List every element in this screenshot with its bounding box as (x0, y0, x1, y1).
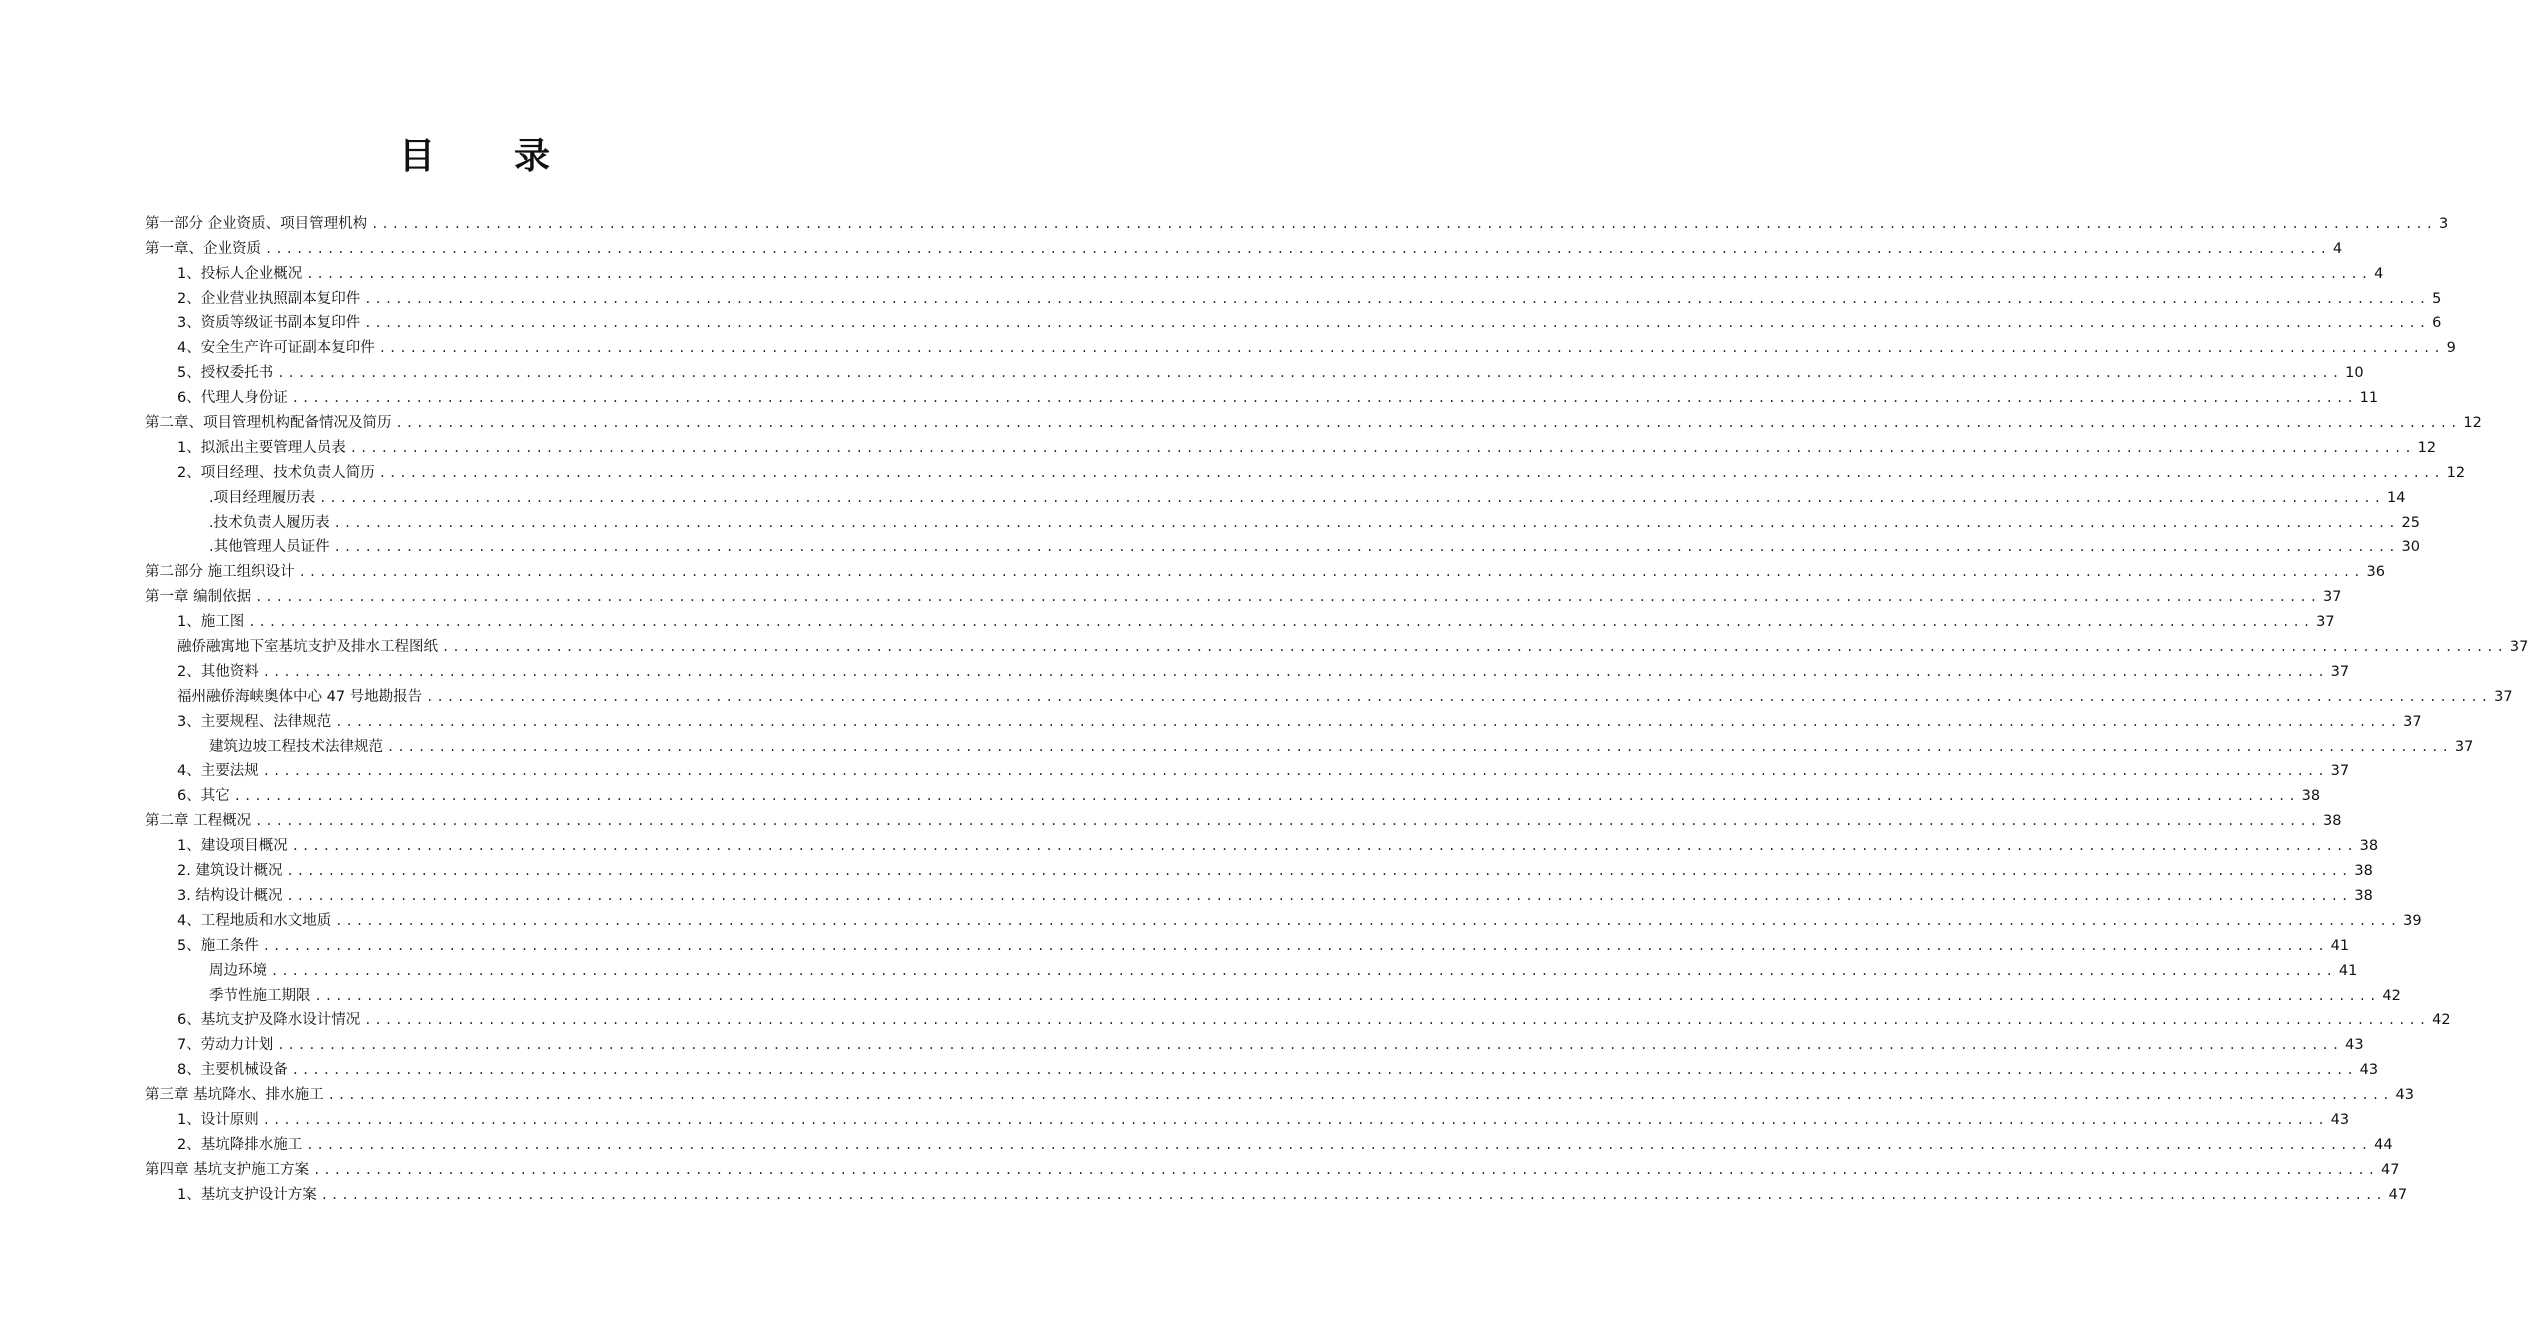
toc-entry-title: 第一章 编制依据 (145, 589, 252, 606)
toc-leader-dots: ........................................................................................................................................................................................................ (262, 764, 2328, 779)
toc-entry-title: 2、项目经理、技术负责人简历 (177, 464, 375, 481)
toc-page-number: 37 (2454, 738, 2474, 755)
toc-leader-dots: ........................................................................................................................................................................................................ (277, 1038, 2343, 1053)
toc-leader-dots: ........................................................................................................................................................................................................ (277, 366, 2343, 381)
toc-entry-title: 1、基坑支护设计方案 (177, 1186, 317, 1203)
toc-entry[interactable] (145, 657, 2350, 682)
toc-leader-dots: ........................................................................................................................................................................................................ (371, 216, 2437, 231)
toc-entry[interactable] (145, 234, 2343, 259)
toc-entry[interactable] (145, 707, 2422, 732)
toc-entry-title: 1、施工图 (177, 614, 245, 631)
toc-entry[interactable] (145, 757, 2350, 782)
toc-entry-title: 6、代理人身份证 (177, 390, 288, 407)
toc-page-number: 5 (2432, 290, 2442, 307)
toc-page-number: 43 (2359, 1062, 2379, 1079)
toc-leader-dots: ........................................................................................................................................................................................................ (262, 664, 2328, 679)
toc-leader-dots: ........................................................................................................................................................................................................ (349, 440, 2415, 455)
toc-leader-dots: ........................................................................................................................................................................................................ (255, 590, 2321, 605)
title-char-2: 录 (514, 136, 552, 177)
toc-entry[interactable] (145, 956, 2358, 981)
toc-leader-dots: ........................................................................................................................................................................................................ (387, 739, 2452, 754)
toc-page-number: 11 (2359, 390, 2379, 407)
toc-entry[interactable] (145, 1180, 2408, 1205)
toc-page-number: 37 (2403, 713, 2422, 730)
toc-entry[interactable] (145, 209, 2449, 234)
toc-leader-dots: ........................................................................................................................................................................................................ (248, 615, 2314, 630)
toc-entry[interactable] (145, 931, 2350, 956)
toc-entry-title: 3. 结构设计概况 (177, 887, 283, 904)
toc-entry-title: 1、设计原则 (177, 1111, 259, 1128)
toc-leader-dots: ........................................................................................................................................................................................................ (298, 565, 2364, 580)
toc-entry-title: 4、安全生产许可证副本复印件 (177, 340, 375, 357)
toc-entry[interactable] (145, 1055, 2379, 1080)
toc-entry[interactable] (145, 284, 2442, 309)
toc-page-number: 36 (2366, 564, 2385, 581)
toc-entry[interactable] (145, 1155, 2400, 1180)
toc-entry-title: 第二章、项目管理机构配备情况及简历 (145, 415, 392, 432)
toc-leader-dots: ........................................................................................................................................................................................................ (262, 938, 2328, 953)
toc-entry[interactable] (145, 508, 2420, 533)
toc-page-number: 37 (2316, 614, 2335, 631)
toc-entry[interactable] (145, 981, 2401, 1006)
toc-page-number: 41 (2338, 962, 2358, 979)
toc-entry-title: 建筑边坡工程技术法律规范 (209, 738, 383, 755)
toc-page-number: 37 (2330, 663, 2350, 680)
toc-entry-title: 融侨融寓地下室基坑支护及排水工程图纸 (177, 639, 438, 656)
toc-page-number: 12 (2446, 464, 2466, 481)
toc-entry-title: 第二章 工程概况 (145, 813, 252, 830)
toc-entry[interactable] (145, 408, 2482, 433)
toc-entry-title: 第三章 基坑降水、排水施工 (145, 1087, 324, 1104)
toc-leader-dots: ........................................................................................................................................................................................................ (364, 291, 2430, 306)
toc-leader-dots: ........................................................................................................................................................................................................ (313, 1162, 2379, 1177)
toc-page-number: 38 (2323, 813, 2342, 830)
toc-leader-dots: ........................................................................................................................................................................................................ (262, 1112, 2328, 1127)
toc-leader-dots: ........................................................................................................................................................................................................ (364, 316, 2430, 331)
toc-page-number: 4 (2332, 240, 2343, 257)
toc-entry-title: 8、主要机械设备 (177, 1062, 288, 1079)
toc-page-number: 38 (2359, 838, 2379, 855)
toc-page-number: 43 (2345, 1037, 2364, 1054)
toc-entry[interactable] (145, 259, 2384, 284)
toc-entry-title: 1、投标人企业概况 (177, 265, 303, 282)
toc-entry-title: 福州融侨海峡奥体中心 47 号地勘报告 (177, 688, 423, 705)
toc-entry-title: 季节性施工期限 (209, 987, 311, 1004)
toc-leader-dots: ........................................................................................................................................................................................................ (286, 864, 2352, 879)
toc-entry-title: 3、主要规程、法律规范 (177, 713, 332, 730)
toc-entry-title: 6、其它 (177, 788, 230, 805)
toc-entry-title: 3、资质等级证书副本复印件 (177, 315, 361, 332)
toc-page-number: 14 (2387, 489, 2406, 506)
toc-page-number: 41 (2330, 937, 2350, 954)
toc-leader-dots: ........................................................................................................................................................................................................ (319, 490, 2385, 505)
toc-entry-title: 5、授权委托书 (177, 365, 274, 382)
toc-entry-title: 第二部分 施工组织设计 (145, 564, 295, 581)
toc-leader-dots: ........................................................................................................................................................................................................ (378, 341, 2444, 356)
title-char-1: 目 (398, 136, 436, 177)
toc-entry[interactable] (145, 557, 2385, 582)
toc-page-number: 10 (2345, 365, 2364, 382)
toc-leader-dots: ........................................................................................................................................................................................................ (306, 1137, 2372, 1152)
toc-entry[interactable] (145, 1006, 2451, 1031)
toc-page-number: 47 (2388, 1186, 2408, 1203)
toc-page-number: 38 (2301, 788, 2321, 805)
toc-entry[interactable] (145, 433, 2437, 458)
toc-leader-dots: ........................................................................................................................................................................................................ (271, 963, 2336, 978)
toc-page-number: 37 (2330, 763, 2350, 780)
toc-page-number: 37 (2509, 639, 2528, 656)
toc-entry-title: 周边环境 (209, 962, 267, 979)
toc-page-number: 37 (2494, 688, 2513, 705)
toc-entry-title: .项目经理履历表 (209, 489, 316, 506)
toc-leader-dots: ........................................................................................................................................................................................................ (442, 640, 2507, 655)
toc-entry-title: 5、施工条件 (177, 937, 259, 954)
toc-entry[interactable] (145, 333, 2456, 358)
toc-entry[interactable] (145, 1080, 2414, 1105)
toc-page-number: 6 (2432, 315, 2442, 332)
toc-entry[interactable] (145, 1030, 2364, 1055)
toc-page-number: 25 (2401, 514, 2420, 531)
toc-entry-title: .其他管理人员证件 (209, 539, 330, 556)
toc-entry[interactable] (145, 732, 2474, 757)
toc-entry-title: 4、工程地质和水文地质 (177, 912, 332, 929)
toc-leader-dots: ........................................................................................................................................................................................................ (327, 1088, 2393, 1103)
toc-leader-dots: ........................................................................................................................................................................................................ (286, 888, 2352, 903)
toc-entry[interactable] (145, 906, 2422, 931)
toc-entry[interactable] (145, 607, 2335, 632)
toc-leader-dots: ........................................................................................................................................................................................................ (378, 465, 2444, 480)
toc-entry[interactable] (145, 1130, 2393, 1155)
toc-page-number: 44 (2374, 1136, 2393, 1153)
toc-entry-title: 6、基坑支护及降水设计情况 (177, 1012, 361, 1029)
toc-entry[interactable] (145, 582, 2342, 607)
toc-entry-title: 2、基坑降排水施工 (177, 1136, 303, 1153)
toc-page-number: 12 (2463, 415, 2482, 432)
toc-leader-dots: ........................................................................................................................................................................................................ (333, 540, 2399, 555)
toc-page-number: 38 (2354, 863, 2373, 880)
toc-entry-title: 第四章 基坑支护施工方案 (145, 1161, 310, 1178)
toc-entry-title: 第一章、企业资质 (145, 240, 261, 257)
toc-page-number: 43 (2395, 1087, 2414, 1104)
toc-entry[interactable] (145, 632, 2528, 657)
toc-leader-dots: ........................................................................................................................................................................................................ (291, 839, 2357, 854)
toc-entry[interactable] (145, 358, 2364, 383)
toc-leader-dots: ........................................................................................................................................................................................................ (291, 1063, 2357, 1078)
toc-page-number: 9 (2446, 340, 2456, 357)
toc-leader-dots: ........................................................................................................................................................................................................ (335, 714, 2401, 729)
toc-page-number: 39 (2403, 912, 2422, 929)
toc-entry[interactable] (145, 856, 2373, 881)
toc-leader-dots: ........................................................................................................................................................................................................ (306, 266, 2372, 281)
toc-entry[interactable] (145, 458, 2466, 483)
toc-entry[interactable] (145, 831, 2379, 856)
toc-page-number: 4 (2374, 265, 2384, 282)
toc-leader-dots: ........................................................................................................................................................................................................ (335, 913, 2401, 928)
toc-page-number: 3 (2439, 215, 2449, 232)
toc-leader-dots: ........................................................................................................................................................................................................ (426, 689, 2492, 704)
toc-leader-dots: ........................................................................................................................................................................................................ (395, 416, 2461, 431)
toc-entry[interactable] (145, 483, 2406, 508)
toc-entry[interactable] (145, 533, 2420, 558)
toc-page-number: 42 (2432, 1012, 2451, 1029)
toc-leader-dots: ........................................................................................................................................................................................................ (291, 391, 2357, 406)
toc-page-number: 37 (2323, 589, 2342, 606)
toc-page-number: 42 (2382, 987, 2401, 1004)
toc-entry[interactable] (145, 781, 2321, 806)
toc-entry[interactable] (145, 309, 2442, 334)
toc-page-number: 12 (2417, 439, 2437, 456)
toc-entry-title: 2、其他资料 (177, 663, 259, 680)
toc-entry[interactable] (145, 1105, 2350, 1130)
toc-leader-dots: ........................................................................................................................................................................................................ (233, 789, 2299, 804)
toc-entry-title: 4、主要法规 (177, 763, 259, 780)
toc-entry[interactable] (145, 881, 2373, 906)
toc-entry-title: 2. 建筑设计概况 (177, 863, 283, 880)
toc-entry-title: 第一部分 企业资质、项目管理机构 (145, 215, 368, 232)
toc-page-number: 30 (2401, 539, 2420, 556)
toc-leader-dots: ........................................................................................................................................................................................................ (314, 988, 2380, 1003)
toc-entry-title: 1、建设项目概况 (177, 838, 288, 855)
toc-entry[interactable] (145, 806, 2342, 831)
toc-entry-title: .技术负责人履历表 (209, 514, 330, 531)
toc-page-number: 43 (2330, 1111, 2350, 1128)
toc-entry[interactable] (145, 682, 2513, 707)
toc-entry-title: 2、企业营业执照副本复印件 (177, 290, 361, 307)
toc-leader-dots: ........................................................................................................................................................................................................ (265, 241, 2330, 256)
toc-leader-dots: ........................................................................................................................................................................................................ (320, 1187, 2386, 1202)
toc-page-number: 47 (2381, 1161, 2400, 1178)
toc-leader-dots: ........................................................................................................................................................................................................ (364, 1013, 2430, 1028)
toc-entry[interactable] (145, 383, 2379, 408)
toc-entry-title: 1、拟派出主要管理人员表 (177, 439, 346, 456)
toc-leader-dots: ........................................................................................................................................................................................................ (333, 515, 2399, 530)
toc-page-number: 38 (2354, 887, 2373, 904)
toc-entry-title: 7、劳动力计划 (177, 1037, 274, 1054)
toc-leader-dots: ........................................................................................................................................................................................................ (255, 814, 2321, 829)
page-title (0, 128, 950, 179)
table-of-contents (145, 209, 2528, 1205)
